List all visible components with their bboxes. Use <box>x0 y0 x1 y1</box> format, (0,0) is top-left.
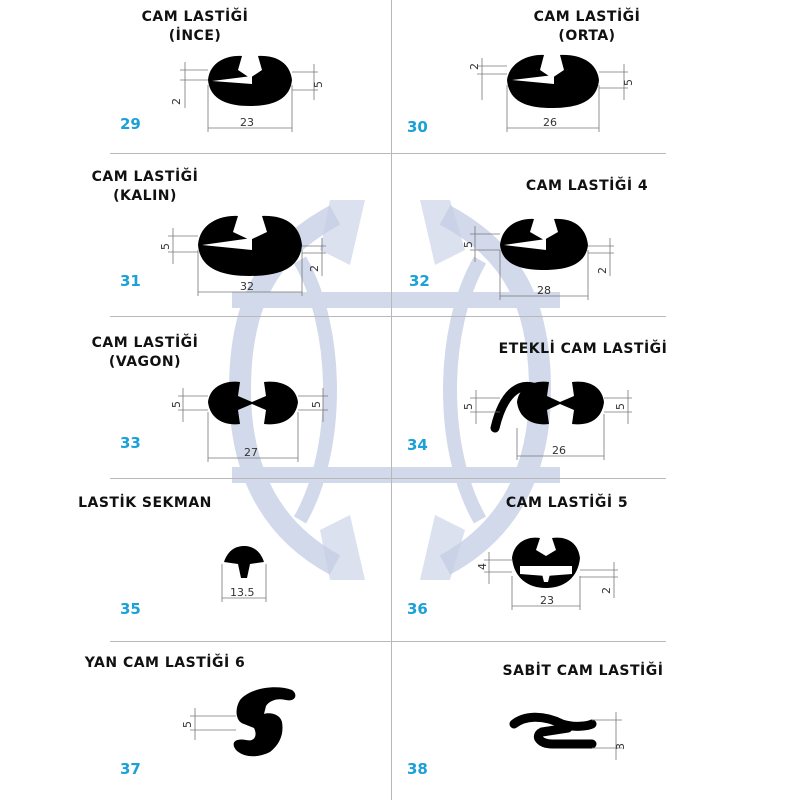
product-cell-31 <box>0 160 390 320</box>
dim-label: 13.5 <box>230 586 255 599</box>
product-number: 34 <box>407 436 428 454</box>
product-cell-36 <box>392 480 782 640</box>
dim-label: 5 <box>159 243 172 250</box>
dim-label: 2 <box>308 265 321 272</box>
dim-label: 5 <box>170 401 183 408</box>
product-number: 35 <box>120 600 141 618</box>
dim-label: 32 <box>240 280 254 293</box>
profile-drawing <box>392 160 782 320</box>
product-number: 38 <box>407 760 428 778</box>
profile-drawing <box>0 640 390 800</box>
dim-label: 2 <box>600 587 613 594</box>
product-title-line: (KALIN) <box>113 188 177 204</box>
dim-label: 3 <box>614 743 627 750</box>
product-title-line: SABİT CAM LASTİĞİ <box>502 663 664 679</box>
product-number: 30 <box>407 118 428 136</box>
product-title-line: (ORTA) <box>558 28 616 44</box>
product-number: 36 <box>407 600 428 618</box>
product-title-line: CAM LASTİĞİ <box>141 9 249 25</box>
product-title-line: CAM LASTİĞİ 5 <box>505 495 629 511</box>
dim-label: 26 <box>552 444 566 457</box>
product-title-line: CAM LASTİĞİ <box>91 335 199 351</box>
product-number: 29 <box>120 115 141 133</box>
product-title-line: (İNCE) <box>168 28 222 44</box>
dim-label: 5 <box>462 403 475 410</box>
product-number: 32 <box>409 272 430 290</box>
dim-label: 23 <box>540 594 554 607</box>
product-number: 33 <box>120 434 141 452</box>
product-cell-34 <box>392 320 782 480</box>
dim-label: 26 <box>543 116 557 129</box>
product-cell-32 <box>392 160 782 320</box>
profile-drawing <box>392 640 782 800</box>
product-cell-29 <box>0 0 390 160</box>
dim-label: 5 <box>614 403 627 410</box>
product-title-line: CAM LASTİĞİ <box>533 9 641 25</box>
dim-label: 2 <box>170 98 183 105</box>
dim-label: 5 <box>312 81 325 88</box>
dim-label: 2 <box>596 267 609 274</box>
profile-drawing <box>392 0 782 160</box>
product-number: 31 <box>120 272 141 290</box>
dim-label: 2 <box>468 63 481 70</box>
product-title-line: ETEKLİ CAM LASTİĞİ <box>498 341 668 357</box>
product-cell-33 <box>0 320 390 480</box>
product-cell-37 <box>0 640 390 800</box>
dim-label: 27 <box>244 446 258 459</box>
product-cell-35 <box>0 480 390 640</box>
product-cell-38 <box>392 640 782 800</box>
product-title-line: CAM LASTİĞİ <box>91 169 199 185</box>
product-number: 37 <box>120 760 141 778</box>
profile-drawing <box>0 0 390 160</box>
product-cell-30 <box>392 0 782 160</box>
profile-drawing <box>392 480 782 640</box>
dim-label: 28 <box>537 284 551 297</box>
product-title-line: CAM LASTİĞİ 4 <box>525 178 649 194</box>
product-title-line: LASTİK SEKMAN <box>78 495 212 511</box>
dim-label: 5 <box>181 721 194 728</box>
profile-drawing <box>0 320 390 480</box>
dim-label: 5 <box>310 401 323 408</box>
dim-label: 5 <box>462 241 475 248</box>
product-title-line: YAN CAM LASTİĞİ 6 <box>84 655 246 671</box>
dim-label: 23 <box>240 116 254 129</box>
product-title-line: (VAGON) <box>108 354 182 370</box>
profile-drawing <box>392 320 782 480</box>
dim-label: 5 <box>622 79 635 86</box>
profile-drawing <box>0 160 390 320</box>
profile-drawing <box>0 480 390 640</box>
dim-label: 4 <box>476 563 489 570</box>
